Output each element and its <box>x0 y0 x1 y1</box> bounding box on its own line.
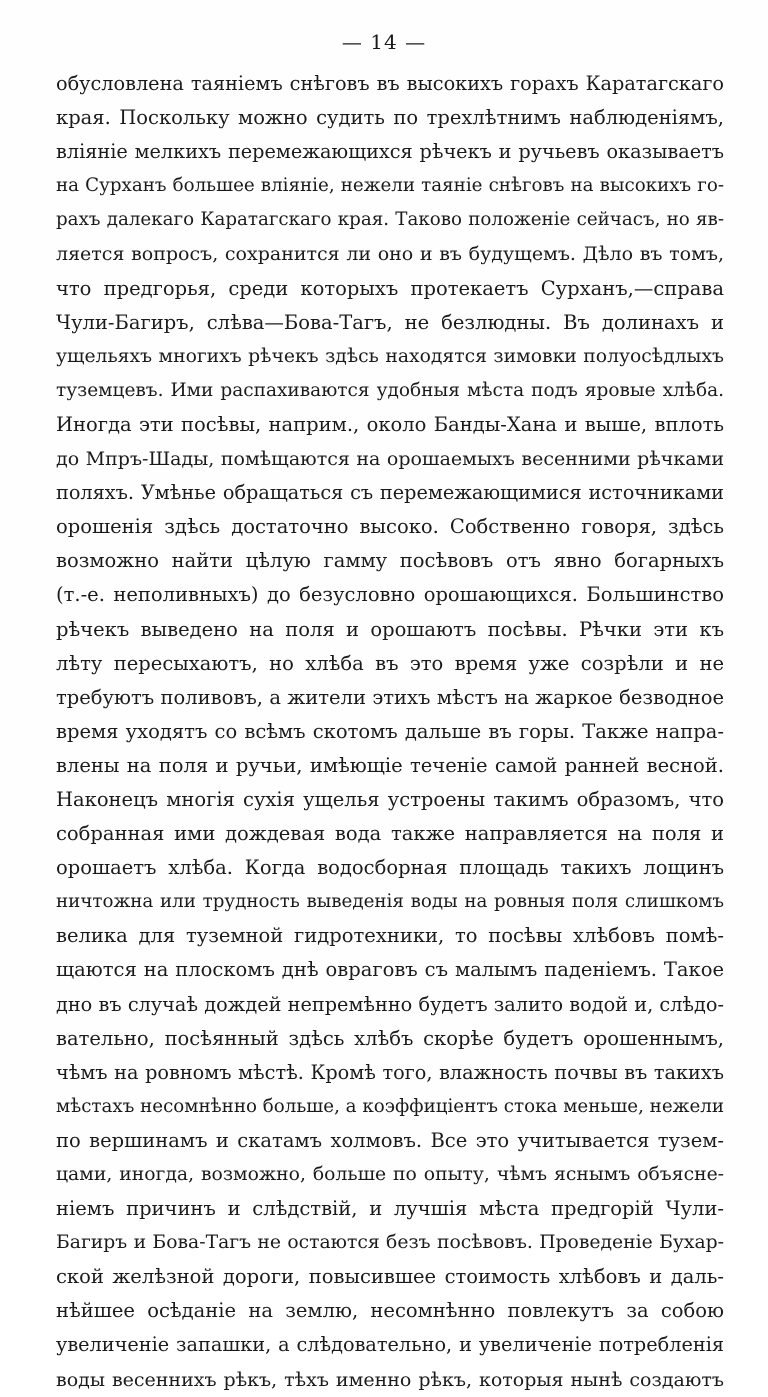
page-number: — 14 — <box>341 30 427 54</box>
text-line: лѣту пересыхаютъ, но хлѣба въ это время уже созрѣли и не <box>56 651 724 675</box>
text-line: ничтожна или трудность выведенія воды на ровныя поля слишкомъ <box>56 891 724 913</box>
text-line: на Сурханъ большее вліяніе, нежели таяніе снѣговъ на высокихъ го- <box>56 175 724 197</box>
text-line: по вершинамъ и скатамъ холмовъ. Все это учитывается тузем- <box>56 1128 724 1152</box>
text-line: рѣчекъ выведено на поля и орошаютъ посѣвы. Рѣчки эти къ <box>56 617 724 641</box>
text-line: (т.-е. неполивныхъ) до безусловно орошающихся. Большинство <box>56 583 724 607</box>
text-line: орошенія здѣсь достаточно высоко. Собственно говоря, здѣсь <box>56 515 724 539</box>
text-line: орошаетъ хлѣба. Когда водосборная площадь такихъ лощинъ <box>56 856 724 880</box>
text-line: мѣстахъ несомнѣнно больше, а коэффиціентъ стока меньше, нежели <box>56 1095 724 1117</box>
text-line: ніемъ причинъ и слѣдствій, и лучшія мѣста предгорій Чули- <box>56 1197 724 1221</box>
text-line: туземцевъ. Ими распахиваются удобныя мѣста подъ яровые хлѣба. <box>56 379 724 401</box>
text-line: Иногда эти посѣвы, наприм., около Банды-Хана и выше, вплоть <box>56 412 724 436</box>
text-line: ляется вопросъ, сохранится ли оно и въ будущемъ. Дѣло въ томъ, <box>56 243 724 266</box>
text-line: нѣйшее осѣданіе на землю, несомнѣнно повлекутъ за собою <box>56 1299 724 1323</box>
text-line: края. Поскольку можно судить по трехлѣтнимъ наблюденіямъ, <box>56 106 724 130</box>
text-line: вліяніе мелкихъ перемежающихся рѣчекъ и ручьевъ оказываетъ <box>56 140 724 164</box>
text-line: собранная ими дождевая вода также направляется на поля и <box>56 822 724 846</box>
text-line: до Мпръ-Шады, помѣщаются на орошаемыхъ весенними рѣчками <box>56 448 724 471</box>
text-line: воды весеннихъ рѣкъ, тѣхъ именно рѣкъ, которыя нынѣ создаютъ <box>56 1368 724 1391</box>
text-line: цами, иногда, возможно, больше по опыту, чѣмъ яснымъ объясне- <box>56 1164 724 1185</box>
text-line: обусловлена таяніемъ снѣговъ въ высокихъ горахъ Каратагскаго <box>56 72 724 95</box>
text-line: рахъ далекаго Каратагскаго края. Таково положеніе сейчасъ, но яв- <box>56 209 724 231</box>
text-line: ущельяхъ многихъ рѣчекъ здѣсь находятся зимовки полуосѣдлыхъ <box>56 345 724 367</box>
text-line: Чули-Багиръ, слѣва—Бова-Тагъ, не безлюдны. Въ долинахъ и <box>56 310 724 334</box>
text-line: вательно, посѣянный здѣсь хлѣбъ скорѣе будетъ орошеннымъ, <box>56 1026 724 1050</box>
text-line: увеличеніе запашки, а слѣдовательно, и увеличеніе потребленія <box>56 1333 724 1357</box>
text-line: щаются на плоскомъ днѣ овраговъ съ малымъ паденіемъ. Такое <box>56 958 724 982</box>
text-line: что предгорья, среди которыхъ протекаетъ Сурханъ,—справа <box>56 276 724 300</box>
text-line: ской желѣзной дороги, повысившее стоимость хлѣбовъ и даль- <box>56 1265 724 1289</box>
text-line: время уходятъ со всѣмъ скотомъ дальше въ горы. Также напра- <box>56 719 724 743</box>
text-line: Багиръ и Бова-Тагъ не остаются безъ посѣвовъ. Проведеніе Бухар- <box>56 1232 724 1254</box>
text-line: влены на поля и ручьи, имѣющіе теченіе самой ранней весной. <box>56 753 724 777</box>
body-text <box>56 67 724 1397</box>
text-line: дно въ случаѣ дождей непремѣнно будетъ залито водой и, слѣдо- <box>56 992 724 1016</box>
text-line: поляхъ. Умѣнье обращаться съ перемежающимися источниками <box>56 481 724 505</box>
text-line: Наконецъ многія сухія ущелья устроены такимъ образомъ, что <box>56 787 724 811</box>
text-line: чѣмъ на ровномъ мѣстѣ. Кромѣ того, влажность почвы въ такихъ <box>56 1060 724 1084</box>
text-line: велика для туземной гидротехники, то посѣвы хлѣбовъ помѣ- <box>56 924 724 948</box>
text-line: возможно найти цѣлую гамму посѣвовъ отъ явно богарныхъ <box>56 549 724 573</box>
text-line: требуютъ поливовъ, а жители этихъ мѣстъ на жаркое безводное <box>56 685 724 709</box>
